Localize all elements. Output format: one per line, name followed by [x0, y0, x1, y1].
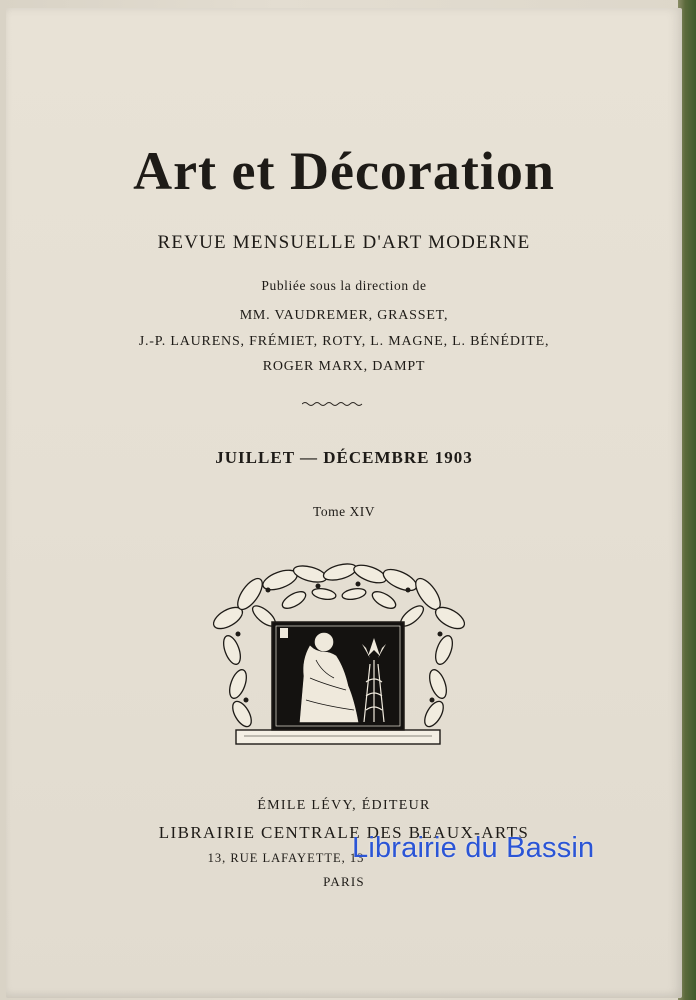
date-range: JUILLET — DÉCEMBRE 1903 — [215, 448, 473, 467]
page-title: Art et Décoration — [133, 141, 555, 201]
volume-number: Tome XIV — [313, 504, 375, 519]
directors-line-1: MM. VAUDREMER, GRASSET, — [239, 308, 449, 323]
direction-label: Publiée sous la direction de — [261, 278, 427, 293]
editor-line: ÉMILE LÉVY, ÉDITEUR — [257, 798, 431, 813]
directors-line-3: ROGER MARX, DAMPT — [262, 359, 426, 374]
directors-line-2: J.-P. LAURENS, FRÉMIET, ROTY, L. MAGNE, L. BÉNÉDITE, — [138, 334, 550, 349]
mistletoe-vignette-icon — [198, 560, 478, 756]
wave-ornament-icon — [302, 400, 364, 408]
bookseller-watermark: Librairie du Bassin — [352, 832, 595, 864]
city-line: PARIS — [323, 874, 365, 889]
librairie-line: LIBRAIRIE CENTRALE DES BEAUX-ARTS — [158, 823, 530, 842]
subtitle: REVUE MENSUELLE D'ART MODERNE — [157, 232, 531, 253]
address-line: 13, RUE LAFAYETTE, 13 — [207, 851, 365, 865]
